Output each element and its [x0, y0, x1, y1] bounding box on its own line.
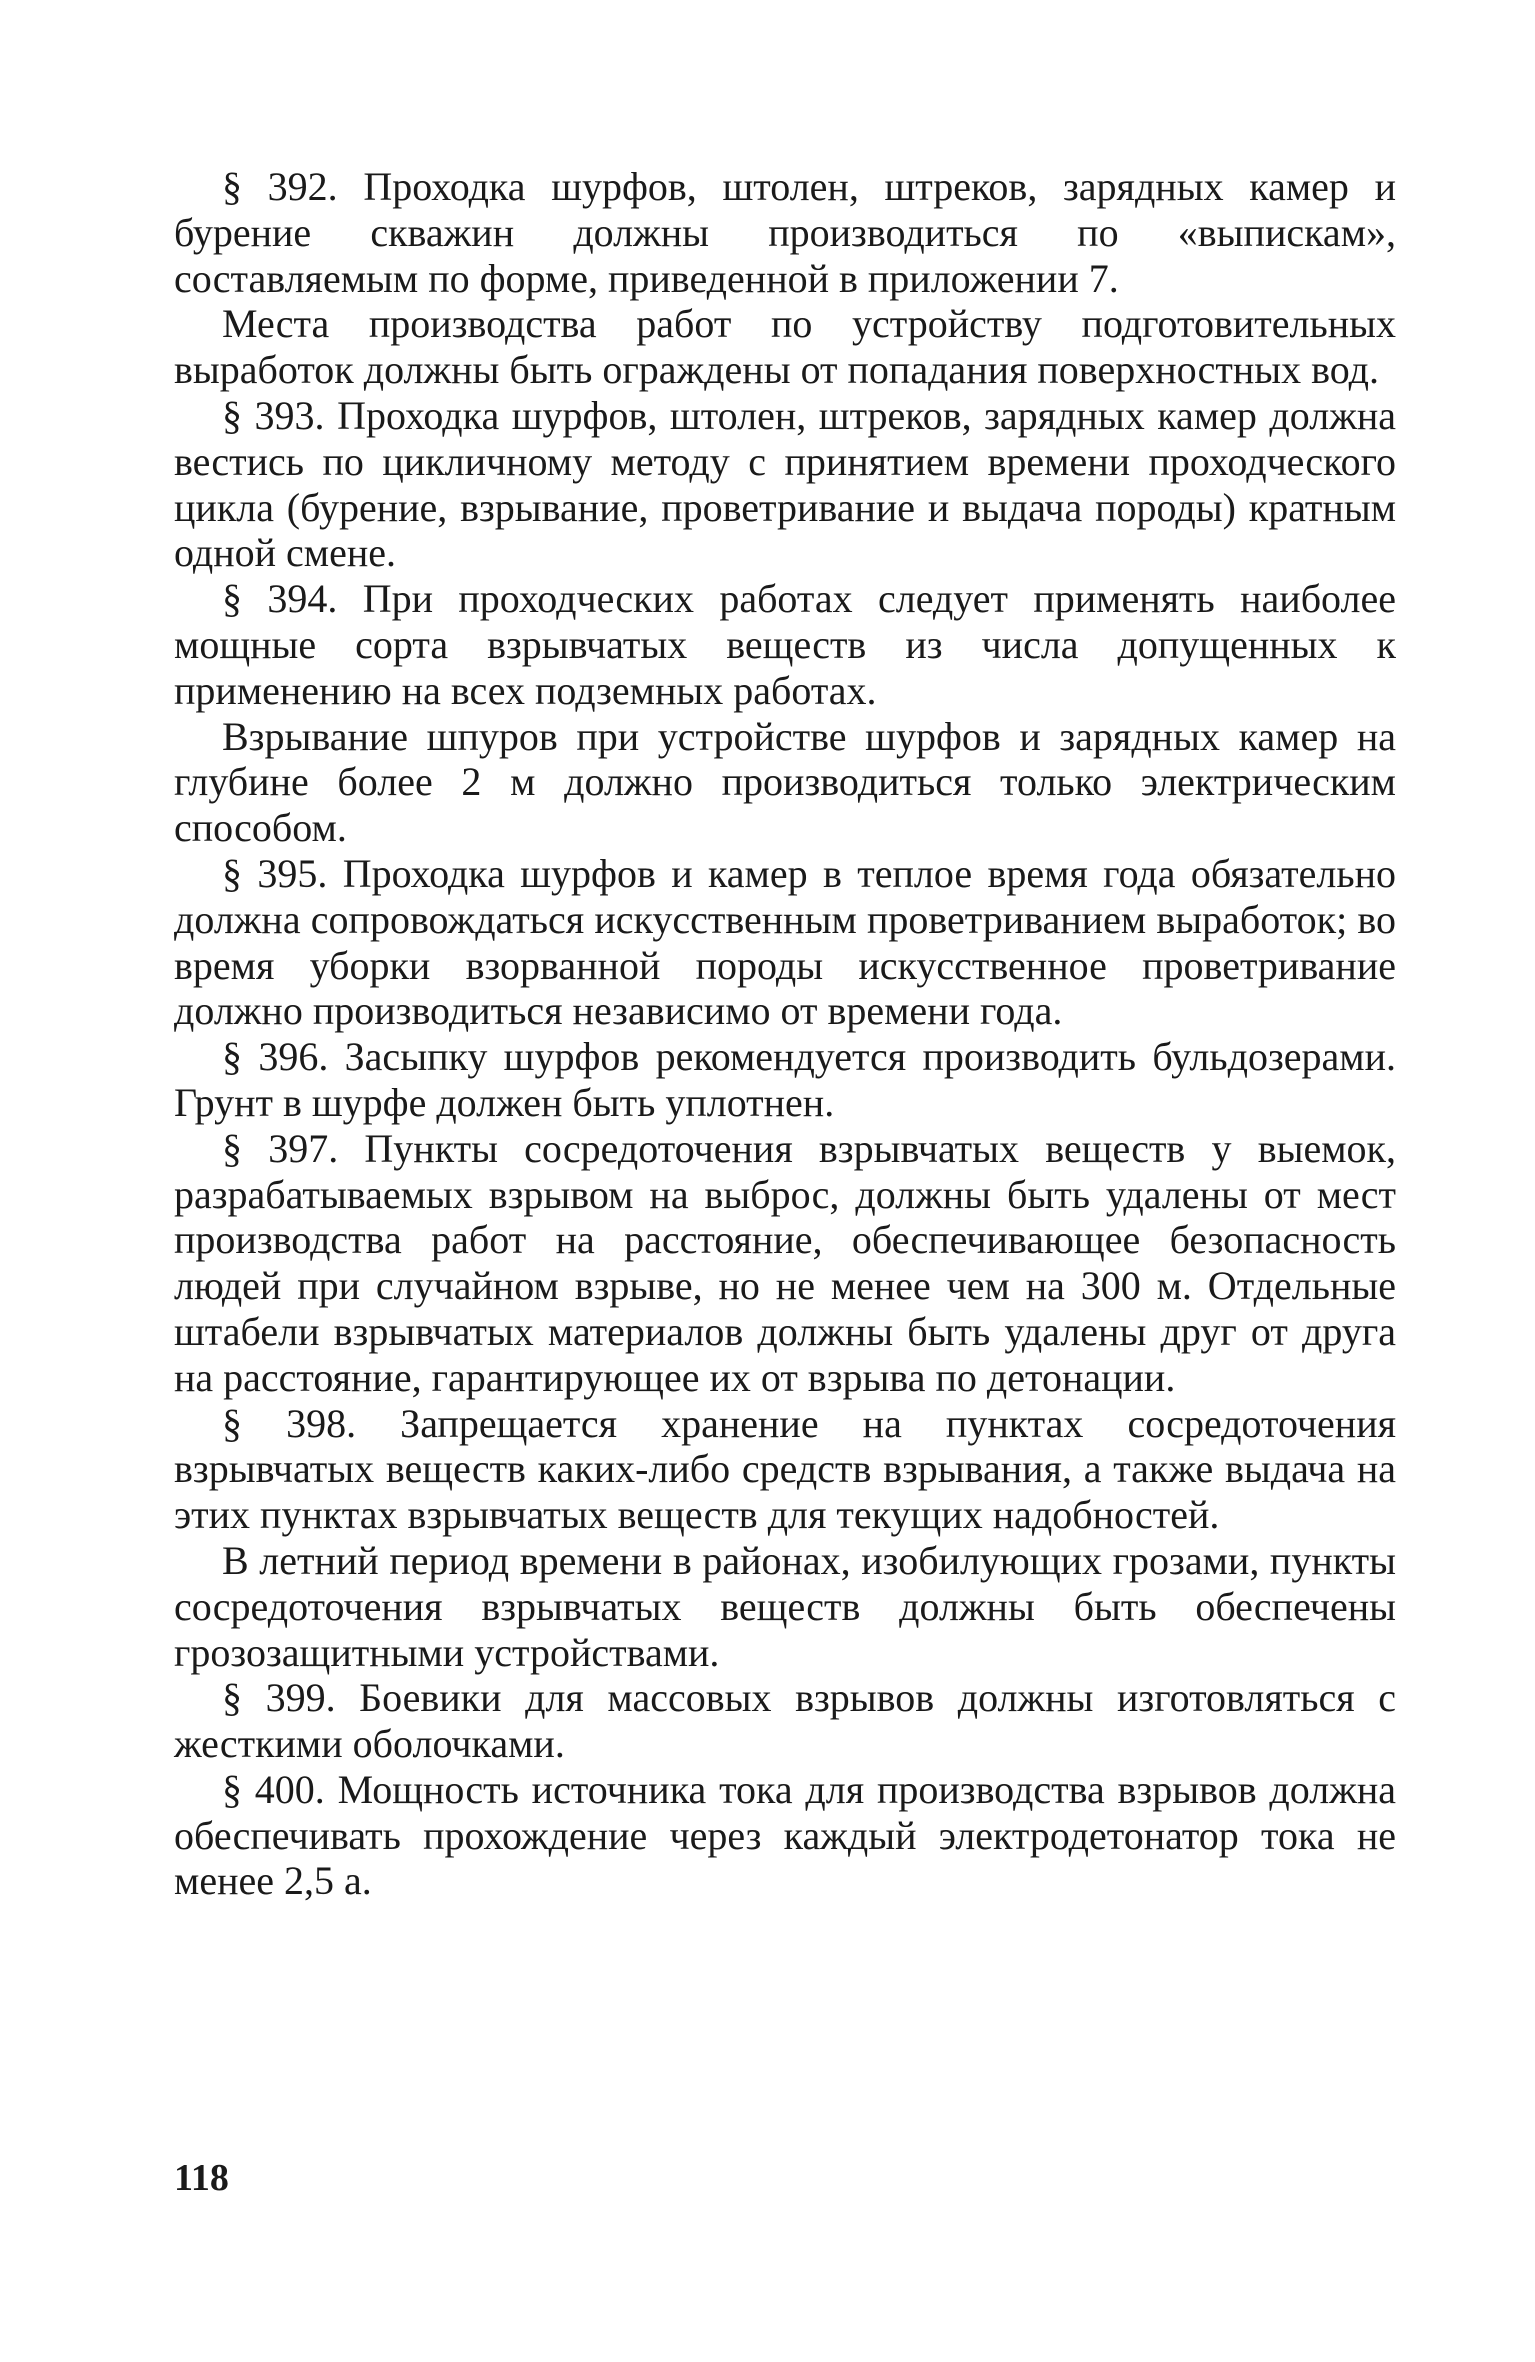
paragraph-392-continued: Места производства работ по устройству подготовительных выработок должны быть ограждены от попадания поверхностных вод. — [174, 301, 1396, 393]
paragraph-398-continued: В летний период времени в районах, изобилующих грозами, пункты сосредоточения взрывчатых веществ должны быть обеспечены грозозащитными устройствами. — [174, 1537, 1396, 1675]
paragraph-398: § 398. Запрещается хранение на пунктах сосредоточения взрывчатых веществ каких-либо средств взрывания, а также выдача на этих пунктах взрывчатых веществ для текущих надобностей. — [174, 1400, 1396, 1538]
paragraph-394-continued: Взрывание шпуров при устройстве шурфов и зарядных камер на глубине более 2 м должно производиться только электрическим способом. — [174, 713, 1396, 851]
page-number: 118 — [174, 2157, 229, 2199]
paragraph-396: § 396. Засыпку шурфов рекомендуется производить бульдозерами. Грунт в шурфе должен быть уплотнен. — [174, 1034, 1396, 1125]
page-body-text — [174, 164, 1396, 1904]
paragraph-393: § 393. Проходка шурфов, штолен, штреков, зарядных камер должна вестись по цикличному методу с принятием времени проходческого цикла (бурение, взрывание, проветривание и выдача породы) кратным одной смене. — [174, 392, 1396, 576]
paragraph-397: § 397. Пункты сосредоточения взрывчатых веществ у выемок, разрабатываемых взрывом на выброс, должны быть удалены от мест производства работ на расстояние, обеспечивающее безопасность людей при случайном взрыве, но не менее чем на 300 м. Отдельные штабели взрывчатых материалов должны быть удалены друг от друга на расстояние, гарантирующее их от взрыва по детонации. — [174, 1125, 1396, 1400]
paragraph-395: § 395. Проходка шурфов и камер в теплое время года обязательно должна сопровождаться искусственным проветриванием выработок; во время уборки взорванной породы искусственное проветривание должно производиться независимо от времени года. — [174, 850, 1396, 1034]
paragraph-394: § 394. При проходческих работах следует применять наиболее мощные сорта взрывчатых веществ из числа допущенных к применению на всех подземных работах. — [174, 576, 1396, 713]
paragraph-400: § 400. Мощность источника тока для производства взрывов должна обеспечивать прохождение через каждый электродетонатор тока не менее 2,5 а. — [174, 1766, 1396, 1904]
paragraph-392: § 392. Проходка шурфов, штолен, штреков, зарядных камер и бурение скважин должны производиться по «выпискам», составляемым по форме, приведенной в приложении 7. — [174, 164, 1396, 301]
paragraph-399: § 399. Боевики для массовых взрывов должны изготовляться с жесткими оболочками. — [174, 1675, 1396, 1767]
